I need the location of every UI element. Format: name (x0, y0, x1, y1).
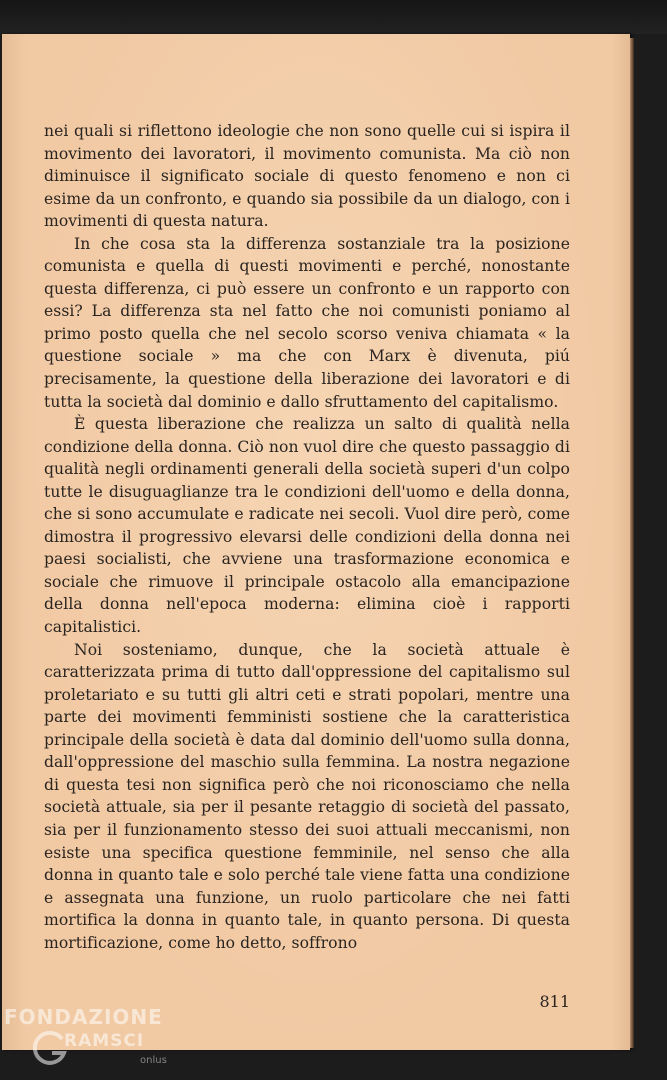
watermark-line1: FONDAZIONE (4, 1005, 163, 1029)
paragraph: In che cosa sta la differenza sostanziale tra la posizione comunista e quella di questi movimenti e perché, nonostante questa differenza, ci può essere un confronto e un rapporto con essi? La differenza sta nel fatto che noi comunisti poniamo al primo posto quella che nel secolo scorso veniva chiamata « la questione sociale » ma che con Marx è divenuta, piú precisamente, la questione della liberazione dei lavoratori e di tutta la società dal dominio e dallo sfruttamento del capitalismo. (44, 234, 570, 411)
watermark-line2: RAMSCI (64, 1031, 145, 1051)
fondazione-gramsci-watermark (4, 1005, 174, 1075)
body-text (44, 120, 570, 954)
paragraph: Noi sosteniamo, dunque, che la società attuale è caratterizzata prima di tutto dall'oppressione del capitalismo sul proletariato e su tutti gli altri ceti e strati popolari, mentre una parte dei movimenti femministi sostiene che la caratteristica principale della società è data dal dominio dell'uomo sulla donna, dall'oppressione del maschio sulla femmina. La nostra negazione di questa tesi non significa però che noi riconosciamo che nella società attuale, sia per il pesante retaggio di società del passato, sia per il funzionamento stesso dei suoi attuali meccanismi, non esiste una specifica questione femminile, nel senso che alla donna in quanto tale e solo perché tale viene fatta una condizione e assegnata una funzione, un ruolo particolare che nei fatti mortifica la donna in quanto tale, in quanto persona. Di questa mortificazione, come ho detto, soffrono (44, 640, 570, 952)
watermark-suffix: onlus (140, 1055, 167, 1066)
paragraph: nei quali si riflettono ideologie che non sono quelle cui si ispira il movimento dei lavoratori, il movimento comunista. Ma ciò non diminuisce il significato sociale di questo fenomeno e non ci esime da un confronto, e quando sia possibile da un dialogo, con i movimenti di questa natura. (44, 122, 570, 231)
page-number: 811 (539, 992, 570, 1011)
paragraph: È questa liberazione che realizza un salto di qualità nella condizione della donna. Ciò non vuol dire che questo passaggio di qualità negli ordinamenti generali della società superi d'un colpo tutte le disuguaglianze tra le condizioni dell'uomo e della donna, che si sono accumulate e radicate nei secoli. Vuol dire però, come dimostra il progressivo elevarsi delle condizioni della donna nei paesi socialisti, che avviene una trasformazione economica e sociale che rimuove il principale ostacolo alla emancipazione della donna nell'epoca moderna: elimina cioè i rapporti capitalistici. (44, 415, 570, 637)
scan-background (0, 0, 667, 34)
page-edge (630, 38, 634, 1048)
